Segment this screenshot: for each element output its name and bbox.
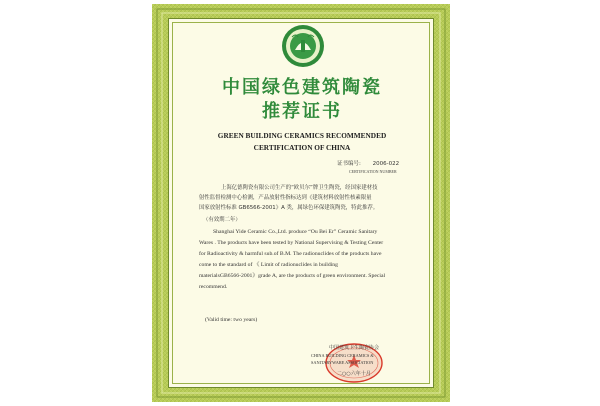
body-chinese-line: 射性监督检测中心检测，产品放射性指标达到《建筑材料放射性核素限量 (199, 195, 372, 201)
body-english-line: recommend. (199, 284, 228, 290)
body-english-line: materialsGB6566-2001》grade A, are the products of green environment. Special (199, 273, 386, 279)
issuer-chinese: 中国建筑卫生陶瓷协会 (329, 345, 380, 351)
certificate (152, 4, 450, 402)
issue-date: 二○○六年十月 (337, 371, 371, 377)
body-english-line: Wares . The products have been tested by National Supervising & Testing Center (199, 240, 384, 246)
title-chinese-line1: 中国绿色建筑陶瓷 (222, 77, 382, 98)
title-english-line1: GREEN BUILDING CERAMICS RECOMMENDED (217, 131, 387, 140)
title-chinese-line2: 推荐证书 (262, 101, 342, 122)
emblem-icon (280, 23, 326, 69)
certificate-panel (168, 18, 434, 388)
title-english-line2: CERTIFICATION OF CHINA (253, 143, 351, 152)
certificate-number-label: 证书编号: (337, 161, 361, 167)
validity-chinese: （有效期二年） (203, 217, 241, 223)
body-english-line: for Radioactivity & harmful sub.of B.M. The radionuclides of the products have (199, 251, 382, 257)
certificate-number-row (337, 159, 409, 167)
issuer-english-line1: CHINA BUILDING CERAMICS & (311, 353, 374, 358)
validity-english: (Valid time: two years) (205, 317, 258, 323)
body-chinese-line: 国家放射性标准 GB6566-2001》A 类，属绿色环保建筑陶瓷，特此推荐。 (199, 205, 379, 211)
body-english-line: come to the standard of 《 Limit of radionuclides in building (199, 262, 338, 268)
body-english-line: Shanghai Yide Ceramic Co.,Ltd. produce “Ou Bei Er” Ceramic Sanitary (213, 229, 378, 235)
certificate-number-value: 2006-022 (372, 161, 400, 167)
certificate-number-label-english: CERTIFICATION NUMBER (349, 169, 397, 174)
body-chinese-line: 上海亿德陶瓷有限公司生产的“欧贝尔”牌卫生陶瓷，经国家建材技 (221, 185, 378, 191)
issuer-english-line2: SANITARYWARE ASSOCIATION (311, 360, 374, 365)
